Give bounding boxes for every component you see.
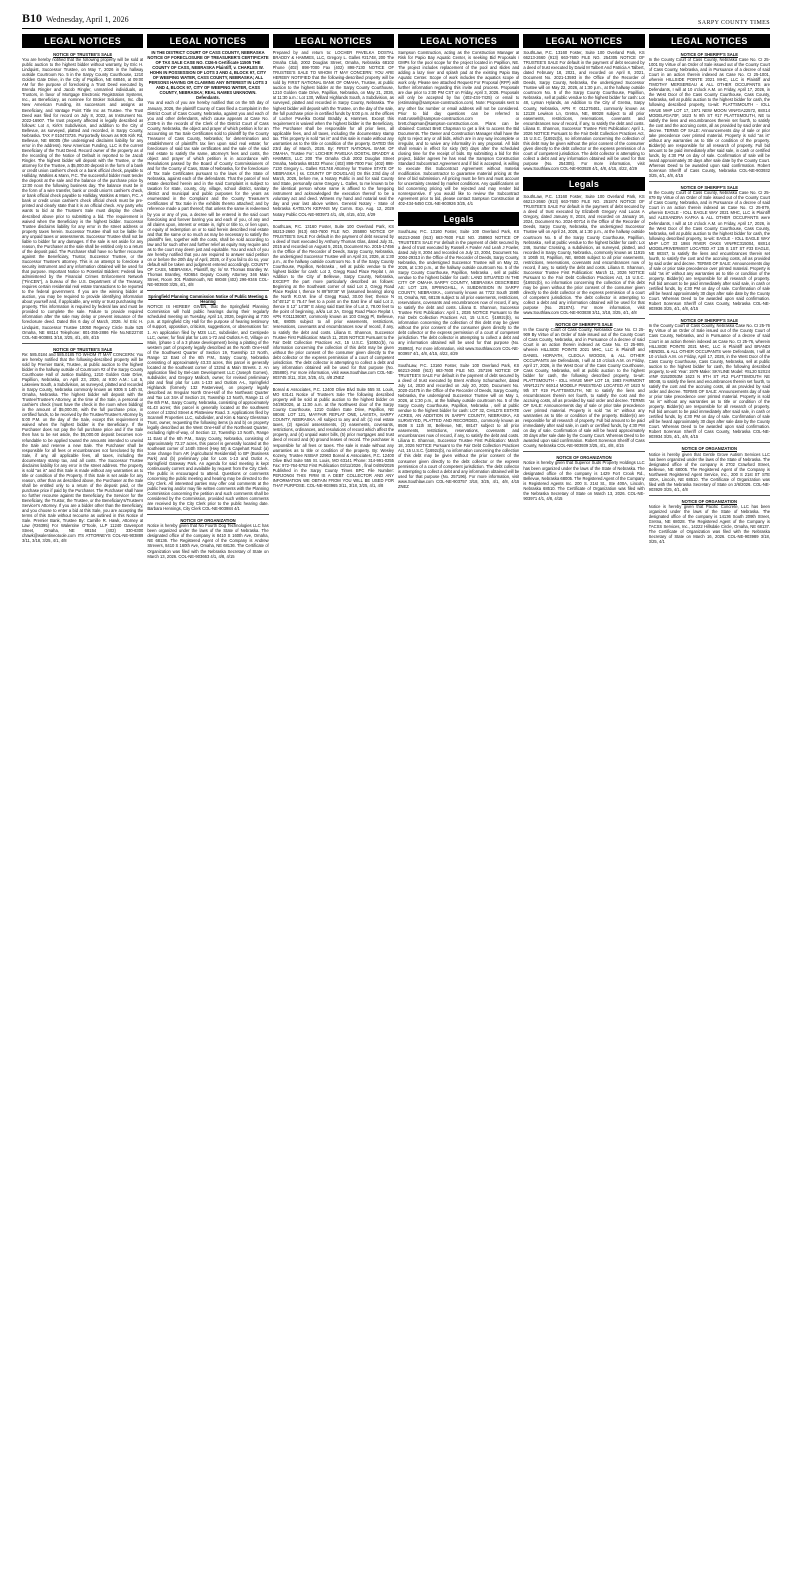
section-banner: LEGAL NOTICES <box>147 34 268 48</box>
notice-body: SouthLaw, P.C. 13160 Foster, Suite 100 Overland Park, KS 66213-2660 (913) 663-7600 FILE NO. 251874 NOTICE OF TRUSTEE'S SALE For default in the payment of debt secured by a deed of trust executed by Elizabeth Gregory And Lucas A Gregory, dated January 8, 2024, and recorded on January 16, 2024, Document No. 2024-00714 in the Office of the Recorder of Deeds, Sarpy County, Nebraska, the undersigned Successor Trustee will on April 24, 2026, at 1:30 p.m., at the hallway outside courtroom No. 5 of the Sarpy County Courthouse, Papillion, Nebraska , sell at public vendue to the highest bidder for cash: Lot 246, Sumtur Crossing, a subdivision, as surveyed, platted, and recorded in Sarpy County, Nebraska., commonly known as 11915 S 106th St, Papillion, NE, 68046 subject to all prior easements, restrictions, reservations, covenants and encumbrances now of record, if any, to satisfy the debt and costs. Liliana E. Shannon, Successor Trustee First Publication: March 11, 2026 NOTICE Pursuant to the Fair Debt Collection Practices Act, 15 U.S.C. §1692c(b), no information concerning the collection of this debt may be given without the prior consent of the consumer given directly to the debt collector or the express permission of a court of competent jurisdiction. The debt collector is attempting to collect a debt and any information obtained will be used for that purpose (No. 251874). For more information, visit www.Southlaw.com COL-NE-903838 3/11, 3/18, 3/25, 4/1, 4/8 <box>523 194 645 316</box>
notice-separator <box>398 359 519 360</box>
header-rule <box>22 28 770 29</box>
notice-body: Notice is hereby given that Gentle Grove Autism Services LLC has been organized under the laws of the State of Nebraska. The designated office of the company is 2702 Crawford Street, Bellevue, NE 68005. The Registered Agent of the Company is Northwest Registered Agent Service, Inc., 200 S 21st ST STE 400A, Lincoln, NE 68510. The Certificate of Organization was filed with the Nebraska Secretary of State on 2/6/2026. COL-NE-903929 3/25, 4/1, 4/8 <box>648 451 770 492</box>
column-5 <box>523 34 644 1574</box>
notice-separator <box>147 514 268 515</box>
notice-body: Notice is hereby given that Superior Suds Property Holdings LLC has been organized under the laws of the State of Nebraska. The designated office of the company is 1429 Fort Crook Rd., Bellevue, Nebraska 68005. The Registered Agent of the Company is Registered Agents Inc. 200 S. 21st St., Ste 400A, Lincoln, Nebraska 68510. The Certificate of Organization was filed with the Nebraska Secretary of State on March 13, 2026. COL-NE-903971 4/1, 4/8, 4/15 <box>523 460 645 501</box>
notice-separator <box>273 383 394 384</box>
notice <box>398 50 519 208</box>
notice-separator <box>649 314 770 315</box>
notice-body: Notice is hereby given that Pacific Concrete, LLC has been organized under the laws of the State of Nebraska. The designated office of the company is 14136 South 209th Street, Gretna, NE 68028. The Registered Agent of the Company is TACSS Services, Inc., 14222 Hillsdale Circle, Omaha, NE 68137. The Certificate of Organization was filed with the Nebraska Secretary of State on March 16, 2026. COL-NE-903989 3/18, 3/25, 4/1 <box>648 503 770 545</box>
section-banner: LEGAL NOTICES <box>398 34 519 48</box>
column-3 <box>273 34 394 1574</box>
notice-title: NOTICE OF ORGANIZATION <box>180 518 236 524</box>
notice <box>523 50 644 173</box>
section-banner: LEGAL NOTICES <box>649 34 770 48</box>
notice-body: SouthLaw, P.C. 13160 Foster, Suite 100 Overland Park, KS 66213-2660 (913) 663-7600 FILE NO. 255880 NOTICE OF TRUSTEE'S SALE For default in the payment of debt secured by a deed of trust executed by Anthony Thomas Glas, dated July 31, 2015 and recorded on August 5, 2015, Document No. 2015-17456 in the Office of the Recorder of Deeds, Sarpy County, Nebraska, the undersigned Successor Trustee will on April 24, 2026, at 1:30 p.m., at the hallway outside courtroom No. 5 of the Sarpy County Courthouse, Papillion, Nebraska , sell at public vendue to the highest bidder for cash: Lot 2, Gregg Road Place Replat I, an Addition to the City of Bellevue, Sarpy County, Nebraska, EXCEPT the part more particularly described as follows: Beginning at the Southeast corner of said Lot 2, Gregg Road Place Replat I, thence N 89°59'38" W (assumed bearing) along the North R.O.W. line of Gregg Road, 30.00 feet; thence N 04°45'12" E 75.47 feet to a point on the East line of said Lot 2, thence S 12° 14'38" E along said East line of Lot 2, 78.00 feet to the point of beginning, a/k/a Lot 2A, Gregg Road Place Replat I, APN #:011136087, commonly known as 103 Gregg Pl, Bellevue, NE, 68005 subject to all prior easements, restrictions, reservations, covenants and encumbrances now of record, if any, to satisfy the debt and costs. Liliana E. Shannon, Successor Trustee First Publication: March 11, 2026 NOTICE Pursuant to the Fair Debt Collection Practices Act, 15 U.S.C. §1692c(b), no information concerning the collection of this debt may be given without the prior consent of the consumer given directly to the debt collector or the express permission of a court of competent jurisdiction. The debt collector is attempting to collect a debt and any information obtained will be used for that purpose (No. 255880). For more information, visit www.Southlaw.com COL-NE-903745 3/11, 3/18, 3/25, 4/1, 4/8 ZNEZ <box>272 223 394 380</box>
legal-columns <box>22 34 770 1574</box>
notice-body: In the County Court of Cass County, Nebraska Case No. CI 25-909 By Virtue of an Order of Sale issued out of the County Court of Cass County, Nebraska, and in Pursuance of a decree of said Court in an action therein indexed as Case No. CI 25-909, wherein HILLSIDE POINTE 2021 MHC, LLC is Plaintiff and DANIEL HORVATH, CLEOLA WOODS, & ALL OTHER OCCUPANTS are Defendants, I will at 10 o'clock A.M. on Friday, April 17, 2026, in the West Door of the Cass County Courthouse, Cass County, Nebraska, sell at public auction to the highest bidder for cash, the following described property, to-wit: PLATTSMOUTH - IOLL HIVUE MHP LOT 19, 1983 FAIRMONT VIN#1217V 66X14 MODEL# PINESTEAD LOCATED AT 1623 N 9th ST #19 PLATTSMOUTH, NE to satisfy the liens and encumbrances therein set fourth, to satisfy the cost and the accruing costs, all as provided by said order and decree. TERMS OF SALE: Announcements day of sale or prior take precedence over printed material. Property is sold "as is" without any warranties as to title or condition of the property. Bidder(s) are responsible for all research of property. Full bid amount to be paid immediately after said sale, in cash or certified funds, by 4:30 PM on day of sale. Confirmation of sale will be heard approximately 30 days after sale date by the County Court. Whereas Deed to be awarded upon said confirmation. Robert Sorenson Sheriff of Cass County, Nebraska COL-NE-903939 3/25, 4/1, 4/8, 4/15 <box>523 327 645 449</box>
notice-title: NOTICE OF SHERIFF'S SALE <box>680 185 738 191</box>
notice-body: Notice is hereby given that No Fourth Dog Technologies LLC has been organized under the laws of the State of Nebraska. The designated office of the company is 8410 S 160th Ave, Omaha, NE 68136. The Registered Agent of the Company is Andrew Strevers, 8410 S 160th Ave, Omaha, NE 68136. The Certificate of Organization was filed with the Nebraska Secretary of State on March 13, 2026. COL-NE-903663 4/1, 4/8, 4/15 <box>147 523 269 559</box>
notice-title: NOTICE OF ORGANIZATION <box>556 455 612 461</box>
column-1 <box>22 34 143 1574</box>
section-banner: LEGAL NOTICES <box>22 34 143 48</box>
notice-separator <box>649 442 770 443</box>
notice-title: NOTICE OF ORGANIZATION <box>681 498 737 504</box>
section-banner: LEGAL NOTICES <box>273 34 394 48</box>
notice <box>398 229 519 490</box>
notice-body: In the County Court of Cass County, Nebraska Case No. CI 25-1001 By Virtue of an Order of Sale issued out of the County Court of Cass County, Nebraska, and in Pursuance of a decree of said Court in an action therein indexed as Case No. CI 25-1001, wherein HILLSIDE POINTE 2021 MHC, LLC is Plaintiff and TIMOTHY MERSEREAU & ALL OTHER OCCUPANTS are Defendants, I will at 10 o'clock A.M. on Friday, April 17, 2026, in the West Door of the Cass County Courthouse, Cass County, Nebraska, sell at public auction to the highest bidder for cash, the following described property, to-wit: PLATTSMOUTH - IOLL HIVUE MHP LOT 17, 1971 NEW MOON VIN#GA22572, 68X14 MODEL#GA70F, 1623 N 9th ST #17 PLATTSMOUTH, NE to satisfy the liens and encumbrances therein set fourth, to satisfy the cost and the accruing costs, all as provided by said order and decree. TERMS OF SALE: Announcements day of sale or prior take precedence over printed material. Property is sold "as is" without any warranties as to title or condition of the property. Bidder(s) are responsible for all research of property. Full bid amount to be paid immediately after said sale, in cash or certified funds, by 4:30 PM on day of sale. Confirmation of sale will be heard approximately 30 days after sale date by the County Court. Whereas Deed to be awarded upon said confirmation. Robert Sorenson Sheriff of Cass County, Nebraska COL-NE-903932 3/25, 4/1, 4/8, 4/15 <box>648 57 770 179</box>
notice-body: Prepared by and return to: LOCHER PAVELKA DOSTAL BRADDY & HAMMES, LLC, Gregory L. Galles #21748, 200 The Omaha Club, 2002 Douglas Street, Omaha, Nebraska 68102 Phone (402) 898-7000 Fax (402) 898-7130 NOTICE OF TRUSTEE'S SALE TO WHOM IT MAY CONCERN: YOU ARE HEREBY NOTIFIED that the following-described property will be sold by FIRST NATIONAL BANK OF OMAHA, Trustee, at public auction to the highest bidder at the Sarpy County Courthouse, 1210 Golden Gate Drive, Papillion, Nebraska, on May 21, 2026, at 11:30 a.m.: Lot 130, Willard Highlands South, a Subdivision, as surveyed, platted and recorded in Sarpy County, Nebraska. The highest bidder will deposit with the Trustee, on the day of the sale, the full purchase price in certified funds by 5:00 p.m. at the offices of Locher Pavelka Dostal Braddy & Hammes. Except this requirement is waived when the highest bidder is the Beneficiary. The Purchaser shall be responsible for all prior liens, all applicable fees, and all taxes, including the documentary stamp tax. This property is sold "as is" and this sale is made without any warranties as to the title or condition of the property. DATED this 23rd day of March, 2026. By: FIRST NATIONAL BANK OF OMAHA, Trustee For: LOCHER PAVELKA DOSTAL BRADDY & HAMMES, LLC 200 The Omaha Club 2002 Douglas Street Omaha, Nebraska 68102 Phone: (402) 898-7000 Fax: (402) 898-7130 Gregory L. Galles #21748 Attorney for Trustee STATE OF NEBRASKA ) ss. COUNTY OF DOUGLAS) On this 23rd day of March, 2026, before me, a Notary Public in and for said County and State, personally came Gregory L. Galles, to me known to be the identical person whose name is affixed to the foregoing instrument and acknowledged the execution thereof to be a voluntary act and deed. Witness my hand and notarial seal the day and year last above written. General Notary - State of Nebraska KATELYN KEPANS My Comm. Exp. Aug. 12, 2029 Notary Public COL-NE-903973 4/1, 4/8, 4/15, 4/22, 4/29 <box>272 50 394 217</box>
notice-title: NOTICE OF SHERIFF'S SALE <box>680 52 738 57</box>
notice <box>147 50 268 561</box>
notice-title: NOTICE OF TRUSTEE'S SALE <box>53 52 113 57</box>
column-2 <box>147 34 268 1574</box>
legals-banner: Legals <box>523 177 644 191</box>
column-4 <box>398 34 519 1574</box>
notice-separator <box>523 451 644 452</box>
notice-separator <box>273 220 394 221</box>
notice-body: In the County Court of Cass County, Nebraska Case No. CI 25-879 By Virtue of an Order of Sale issued out of the County Court of Cass County, Nebraska, and in Pursuance of a decree of said Court in an action therein indexed as Case No. CI 25-879, wherein EAGLE - IOLL EAGLE WAY 2021 MHC, LLC is Plaintiff and ALEXANDRA KAFKA & ALL OTHER OCCUPANTS were Defendants, I will at 10 o'clock A.M. on Friday, April 17, 2026, in the West Door of the Cass County Courthouse, Cass County, Nebraska, sell at public auction to the highest bidder for cash, the following described property, to-wit: EAGLE - IOLL EAGLE WAY MHP LOT 33 1984 RIVER OAKS VIN#RC315004, 68X14 MODEL#RIVERMIST LOCATED AT 135 S 1ST ST #33 EAGLE, NE 68347, to satisfy the liens and encumbrances therein set fourth, to satisfy the cost and the accruing costs, all as provided by said order and decree. TERMS OF SALE: Announcements day of sale or prior take precedence over printed material. Property is sold "as is" without any warranties as to title or condition of the property. Bidder(s) are responsible for all research of property. Full bid amount to be paid immediately after said sale, in cash or certified funds, by 4:30 PM on day of sale. Confirmation of sale will be heard approximately 30 days after sale date by the County Court. Whereas Deed to be awarded upon said confirmation. Robert Sorenson Sheriff of Cass County, Nebraska COL-NE-903936 3/25, 4/1, 4/8, 4/15 <box>648 190 770 312</box>
column-6 <box>649 34 770 1574</box>
notice-separator <box>147 290 268 291</box>
notice <box>273 50 394 490</box>
notice-body: You and each of you are hereby notified that on the 5th day of January, 2026, the plaintiff County of Cass filed a Complaint in the District Court of Cass County, Nebraska, against you and each of you and other defendants, which cause appears at Case No. CI26-5 in the records of the Clerk of the District Court of Cass County, Nebraska, the object and prayer of which petition is for an accounting on Tax Sale Certificates sold to plaintiff by the County Treasurer of Cass County, Nebraska; for determination and establishment of plaintiff's tax lien upon said real estate; for foreclosure of said tax sale certificates and the sale of the said real estate to satisfy the same, attorney's fees and costs, the object and prayer of which petition is in accordance with Resolutions passed by the Board of County Commissioners of and for the County of Cass, State of Nebraska, for the foreclosure of Tax Sale Certificates pursuant to the laws of the State of Nebraska, against each of the defendants. That the parcel of real estate described herein and in the said Complaint is subject to taxation for state, county, city, village, school district, sanitary district and municipal and public purposes for the years as enumerated in the Complaint and the County Treasurer's Certificates of Tax Sale in the exhibits thereto attached; and by reference made a part thereof; that unless the same is redeemed by you or any of you, a decree will be entered in the said court foreclosing and forever barring you and each of you, of any and all claims upon, interest or estate in, right or title to, or lien upon, or equity of redemption on or to said herein described real estate and that the same or so much as may be necessary to satisfy the plaintiff's lien, together with the costs, shall be sold according to law and for such other and further relief as equity may require and as to the court may deem just and equitable. You and each of you are hereby notified that you are required to answer said petition on or before the 20th day of April, 2026, or if you fail to do so, your default will be taken and judgment entered accordingly. COUNTY OF CASS, NEBRASKA, Plaintiff, By: /s/ W. Thomas Brantley W. Thomas Brantley, #20654 Deputy County Attorney 346 Main Street, Room 301 Plattsmouth, NE 68048 (402) 296-9346 COL-NE-903930 3/25, 4/1, 4/8 <box>147 100 269 288</box>
newspaper-name: SARPY COUNTY TIMES <box>698 20 770 26</box>
notice-title: NOTICE OF SHERIFF'S SALE <box>680 318 738 324</box>
page-header-left <box>22 11 129 26</box>
notice <box>523 194 644 503</box>
notice-caption: IN THE DISTRICT COURT OF CASS COUNTY, NEBRASKA NOTICE OF FORECLOSURE OF TREASURER'S CERTIFICATE OF TAX SALE CASE NO. CI26-5 Certificate 11505 THE COUNTY OF CASS, NEBRASKA Plaintiff, v. CHARLES W. HOHN IN POSSESSION OF LOTS 3 AND 4, BLOCK 97, CITY OF WEEPING WATER, CASS COUNTY, NEBRASKA; ALL PERSONS HAVING OR CLAIMING ANY INTEREST IN LOTS 3 AND 4, BLOCK 97, CITY OF WEEPING WATER, CASS COUNTY, NEBRASKA; REAL NAMES UNKNOWN. Defendants. <box>147 50 269 101</box>
notice-separator <box>523 318 644 319</box>
notice-title: NOTICE OF SHERIFF'S SALE <box>555 322 613 328</box>
notice-body: You are hereby notified that the following property will be sold at public auction to the highest bidder without warranty, by Eric H. Lindquist, Successor Trustee, on May 7, 2026 in the hallway outside Courtroom No. 5 in the Sarpy County Courthouse, 1210 Golden Gate Drive, in the City of Papillion, NE 68046, at 09:00 AM for the purpose of foreclosing a Trust Deed executed by Brenda Ringler and Jacob Ringler, unmarried individuals, as Trustors, in favor of Mortgage Electronic Registration Systems, Inc., as Beneficiary, as nominee for Broker Solutions, Inc. dba New American Funding, its successors and assigns as Beneficiary, and Vantage Point Title Inc as Trustee. The Trust Deed was filed for record on July 8, 2022, as Instrument No. 2022-16907. The trust property affected is legally described as follows: Lot 4, Kirk's Subdivision, and addition to the City of Bellevue, as surveyed, platted and recorded, in Sarpy County, Nebraska. TAX # 010473726. Purportedly known as 905 Kirk Rd, Bellevue, NE 68005 (the undersigned disclaims liability for any error in the address). New American Funding, LLC is the current Beneficiary of the Trust Deed. Record owner of the property as of the recording of the Notice of Default is reported to be Jacob Ringler. The highest bidder will deposit with the Trustee, or the attorney for the Trustee, a $5,000.00 deposit in the form of a bank or credit union cashier's check or a bank official check, payable to Halliday, Watkins & Mann, P.C. The successful bidder must tender the deposit at the sale and the balance of the purchase price by 12:00 noon the following business day. The balance must be in the form of a wire transfer, bank or credit union's cashier's check, or bank official check payable to Halliday, Watkins & Mann, P.C. A bank or credit union cashier's check official check must be pre-printed and clearly state that it is an official check. Any party who wants to bid at the Trustee's Sale must display the check described above prior to submitting a bid. The requirement is waived when the Beneficiary is the highest bidder. Successor Trustee disclaims liability for any error in the street address or property taxes herein. Successor Trustee shall not be liable for any unpaid taxes or assessments. Successor Trustee shall not be liable to bidder for any damages. If the sale is set aside for any reason, the Purchaser at the sale shall be entitled only to a return of the deposit paid. The Purchaser shall have no further recourse against the Beneficiary, Trustor, Successor Trustee, or the Successor Trustee's attorney. This is an attempt to foreclose a security instrument and any information obtained will be used for that purpose. Important Notice to Potential Bidders: Federal law administered by the Financial Crimes Enforcement Network ("FinCEN"), a bureau of the U.S. Department of the Treasury, requires certain residential real estate transactions to be reported to the federal government. If you are the winning bidder at auction, you may be required to provide identifying information about yourself and, if applicable, any entity or trust purchasing the property. This information is required by federal law and must be provided to complete the sale. Failure to provide required information after the sale may delay or prevent issuance of the foreclosure deed. Dated this 6 day of March, 2026. /s/ Eric H. Lindquist, Successor Trustee 10050 Regency Circle Suite 525 Omaha, NE 68114 Telephone: 801-355-2886 File No.NE22740 COL-NE-903881 3/18, 3/25, 4/1, 4/8, 4/15 <box>22 57 144 340</box>
notice-body: Boreal & Associates, P.C. 12400 Olive Blvd Suite 555 St. Louis, MO 63141 Notice of Trustee's Sale The following described property will be sold at public auction to the highest bidder on 04/29/2026, at 11:00 a.m. at the Northwest door of the Sarpy County Courthouse, 1210 Golden Gate Drive, Papillion, NE 68046: LOT 121, MAYFAIR REPLAT ONE, LAVISTA, SARPY COUNTY, NEBRASKA. All subject to any and all: (1) real estate taxes, (2) special assessments, (3) easements, covenants, restrictions, ordinances, and resolutions of record which affect the property, and (4) unpaid water bills, (5) prior mortgages and trust deed of record and (6) ground leases of record. The purchaser is responsible for all fees or taxes. The sale is made without any warranties as to title or condition of the property. By: Wesley Kozeny, Trustee NSBA# 22963 Boreal & Associates, P.C. 12400 Olive Blvd Suite 555 St. Louis, MO 63141 Phone: 314-991-0255 Fax: 972-764-5752 First Publication 03/11/2026 , final 04/08/2026 Published in the Sarpy County Times BPC File Number: PERJON04 THIS FIRM IS A DEBT COLLECTOR AND ANY INFORMATION WE OBTAIN FROM YOU WILL BE USED FOR THAT PURPOSE. COL-NE-903965 3/11, 3/18, 3/25, 4/1, 4/8 <box>272 387 394 488</box>
notice-title: Springfield Planning Commission Notice of Public Meeting & Hearing <box>148 294 268 305</box>
notice-title: NOTICE OF ORGANIZATION <box>681 446 737 452</box>
notice-title: NOTICE OF TRUSTEE'S SALE <box>53 346 113 352</box>
notice-body: SouthLaw, P.C. 13160 Foster, Suite 100 Overland Park, KS 66213-2660 (913) 663-7600 FILE NO. 257196 NOTICE OF TRUSTEE'S SALE For default in the payment of debt secured by a deed of trust executed by Brent Anthony Schumacher, dated July 14, 2020 and recorded on July 20, 2020, Document No. 2020-21475 in the Office of the Recorder of Deeds, Sarpy County, Nebraska, the undersigned Successor Trustee will on May 1, 2026, at 1:30 p.m., at the hallway outside courtroom No. 5 of the Sarpy County Courthouse, Papillion, Nebraska , sell at public vendue to the highest bidder for cash: LOT 32, CHILD'S ESTATE ACRES, AN ADDITION IN SARPY COUNTY, NEBRASKA, AS SURVEYED, PLATTED AND RECORDED., commonly known as 8508 S 11th St, Bellevue, NE, 68147 subject to all prior easements, restrictions, reservations, covenants and encumbrances now of record, if any, to satisfy the debt and costs. Liliana E. Shannon, Successor Trustee First Publication: March 18, 2026 NOTICE Pursuant to the Fair Debt Collection Practices Act, 15 U.S.C. §1692c(b), no information concerning the collection of this debt may be given without the prior consent of the consumer given directly to the debt collector or the express permission of a court of competent jurisdiction. The debt collector is attempting to collect a debt and any information obtained will be used for that purpose (No. 257196). For more information, visit www.Southlaw.com COL-NE-903757 3/18, 3/25, 4/1, 4/8, 4/15 ZNEZ <box>398 362 520 489</box>
notice-body: Re: 585.0184 and 585.0185 TO WHOM IT MAY CONCERN: You are hereby notified that the following-described property will be sold by Premier Bank, Trustee, at public auction to the highest bidder in the hallway outside of Courtroom #2 of the Sarpy County Courthouse Hall of Justice Building, 1210 Golden Gate Drive, Papillion, Nebraska, on April 23, 2026, at 9:00 A.M.: Lot 5, Lakeview South, a Subdivision, as surveyed, platted and recorded in Sarpy County, Nebraska commonly known as 9305 S 14th St, Omaha, Nebraska. The highest bidder will deposit with the Trustee/Trustee's Attorney, at the time of the Sale, a personal or cashier's check (must have the check in the room when bidding) in the amount of $5,000.00, with the full purchase price, in certified funds, to be received by the Trustee/Trustee's Attorney by 5:00 P.M. on the day of the Sale, except this requirement is waived when the highest bidder is the Beneficiary. If the Purchaser does not pay the full purchase price and if the Sale then has to be set aside, the $5,000.00 deposit becomes non-refundable to be applied toward the amounts intended to unwind the Sale and reserve a new Sale. The Purchaser shall be responsible for all fees or encumbrances not foreclosed by this Sale, if any, all applicable fees, all taxes, including the documentary stamp tax, and all costs. The Successor Trustee disclaims liability for any error in the street address. The property is sold "as is" and this Sale is made without any warranties as to title or condition of the Property. If this Sale is set aside for any reason, other than as described above, the Purchaser at the Sale shall be entitled only to a return of the deposit paid, or the purchase price if paid by the Purchaser. The Purchaser shall have no further recourse against the Beneficiary, the Servicer for the Beneficiary, the Trustor, the Trustee, or the Beneficiary's/Trustee's Servicer's Attorney. If you are a bidder other than the Beneficiary, and you choose to enter a bid at this Sale, you are accepting the terms of this Sale without recourse as outlined in this Notice of Sale. Premier Bank, Trustee By: Camille R. Hawk, Attorney at Law (#26395) For Walentine O'Toole, LLP 11240 Davenport Street, Omaha, NE 68154 (402) 330-6300 chawk@walentineotoole.com ITS ATTORNEYS COL-NE-903889 3/11, 3/18, 3/25, 4/1, 4/8 <box>22 351 144 544</box>
legals-banner: Legals <box>398 212 519 226</box>
notice-body: SouthLaw, P.C. 13160 Foster, Suite 100 Overland Park, KS 66213-2660 (913) 663-7600 FILE NO. 254305 NOTICE OF TRUSTEE'S SALE For default in the payment of debt secured by a deed of trust executed by David M Talbert And Patricia A Talbert, dated February 18, 2021, and recorded on April 8, 2021, Document No. 2021-13593 in the Office of the Recorder of Deeds, Sarpy County, Nebraska, the undersigned Successor Trustee will on May 22, 2026, at 1:30 p.m., at the hallway outside courtroom No. 5 of the Sarpy County Courthouse, Papillion, Nebraska , sell at public vendue to the highest bidder for cash: Lot 48, Lyman Hylands, an Addition to the City of Gretna, Sarpy County, Nebraska, APN #: 011276461, commonly known as 12128 Lewison Ln, Gretna, NE, 68028 subject to all prior easements, restrictions, reservations, covenants and encumbrances now of record, if any, to satisfy the debt and costs. Liliana E. Shannon, Successor Trustee First Publication: April 1, 2026 NOTICE Pursuant to the Fair Debt Collection Practices Act, 15 U.S.C. §1692c(b), no information concerning the collection of this debt may be given without the prior consent of the consumer given directly to the debt collector or the express permission of a court of competent jurisdiction. The debt collector is attempting to collect a debt and any information obtained will be used for that purpose (No. 254305). For more information, visit www.Southlaw.com COL-NE-903928 4/1, 4/8, 4/15, 4/22, 4/29 <box>523 50 645 172</box>
notice <box>649 50 770 546</box>
notice-body: In the County Court of Cass County, Nebraska Case No. CI 25-76 By Virtue of an Order of Sale issued out of the County Court of Cass County, Nebraska, and in Pursuance of a decree of said Court in an action therein indexed as Case No. CI 25-76, wherein HILLSIDE POINTE 2021 MHC, LLC is Plaintiff and BRANDI HENDEL & ALL OTHER OCCUPANTS were Defendants, I will at 10 o'clock A.M. on Friday, April 17, 2026, in the West Door of the Cass County Courthouse, Cass County, Nebraska, sell at public auction to the highest bidder for cash, the following described property, to-wit: Year: 1979 Make: SKYLINE Model: #SL20 52X24 VIN# 01520053M 1623 N 9TH ST #12 PLATTSMOUTH NE 68048, to satisfy the liens and encumbrances therein set fourth, to satisfy the cost and the accruing costs, all as provided by said order and decree. TERMS OF SALE: Announcements day of sale or prior take precedence over printed material. Property is sold "as is" without any warranties as to title or condition of the property. Bidder(s) are responsible for all research of property. Full bid amount to be paid immediately after said sale, in cash or certified funds, by 4:30 PM on day of sale. Confirmation of sale will be heard approximately 30 days after sale date by the County Court. Whereas Deed to be awarded upon said confirmation. Robert Sorenson Sheriff of Cass County, Nebraska COL-NE-903934 3/25, 4/1, 4/8, 4/15 <box>648 323 770 440</box>
notice-body: Sampson Construction, acting as the Construction Manager at Risk for Papio Bay Aquatic Center, is seeking Bid Proposals / GMPs for the pool scope for the project located in Papillion, NE. The project includes replacement of the pool and slides and adding a lazy river and splash pad at the existing Papio Bay Aquatic Center. Scope of work includes the aquatics scope of work only. Please see attached Request For Proposal (RFP) with further information regarding this invite and process. Proposals are due prior to 2:00 PM CST on Friday, April 3, 2026. Proposals will only be accepted by fax (402-434-7425) or email to (estimating@sampson-construction.com). Note: Proposals sent to any other fax number or email address will not be considered. Prior to bid day questions can be referred to matt.russell@sampson-construction.com or brett.chapman@sampson-construction.com. Plans can be obtained: Contact Brett Chapman to get a link to access the Bid Documents. The Owner and Construction Manager shall have the right to reject any or all bids, which are in any way incomplete or irregular, and to waive any informality in any proposal. All bids shall remain in effect for sixty (60) days after the scheduled closing time for the receipt of bids. By submitting a bid for this project, bidder agrees he has read the Sampson Construction Standard Subcontract Agreement and if bid is accepted, is willing to execute this Subcontract Agreement without material modification. Subcontractor to guarantee material pricing at the time of bid submission. All pricing must be firm and must account for uncertainty created by market conditions. Any qualifications on bid concerning pricing will be rejected and may render bid nonresponsive. If you would like to review the Subcontract Agreement prior to bid, please contact Sampson Construction at 402-434-5450 COL-NE-903926 3/25, 4/1 <box>398 50 520 207</box>
notice-separator <box>649 495 770 496</box>
notice-body: SouthLaw, P.C. 13160 Foster, Suite 100 Overland Park, KS 66213-2660 (913) 663-7600 FILE NO. 258963 NOTICE OF TRUSTEE'S SALE For default in the payment of debt secured by a deed of trust executed by Russell A Fowler And Leah J Fowler, dated July 8, 2004 and recorded on July 13, 2004, Document No. 2004-29313 in the Office of the Recorder of Deeds, Sarpy County, Nebraska, the undersigned Successor Trustee will on May 22, 2026, at 1:30 p.m., at the hallway outside courtroom No. 5 of the Sarpy County Courthouse, Papillion, Nebraska , sell at public vendue to the highest bidder for cash: LAND SITUATED IN THE CITY OF OMAHA SARPY COUNTY, NEBRASKA DESCRIBED AS: LOT 129, SPRINGHILL, A SUBDIVISION IN SARPY COUNTY, NEBRASKA., commonly known as 7722 South 159th St, Omaha, NE, 68136 subject to all prior easements, restrictions, reservations, covenants and encumbrances now of record, if any, to satisfy the debt and costs. Liliana E. Shannon, Successor Trustee First Publication: April 1, 2026 NOTICE Pursuant to the Fair Debt Collection Practices Act, 15 U.S.C. §1692c(b), no information concerning the collection of this debt may be given without the prior consent of the consumer given directly to the debt collector or the express permission of a court of competent jurisdiction. The debt collector is attempting to collect a debt and any information obtained will be used for that purpose (No. 258963). For more information, visit www.Southlaw.com COL-NE-903957 4/1, 4/8, 4/15, 4/22, 4/29 <box>398 229 520 356</box>
notice-separator <box>649 181 770 182</box>
notice-separator <box>22 343 143 344</box>
notice <box>22 50 143 546</box>
page-number: B10 <box>22 11 43 25</box>
page-header <box>22 12 770 26</box>
section-banner: LEGAL NOTICES <box>523 34 644 48</box>
page-date: Wednesday, April 1, 2026 <box>46 15 129 24</box>
notice-body: NOTICE IS HEREBY GIVEN, that the Springfield Planning Commission will hold public hearings during their regularly scheduled meeting on Tuesday, April 14, 2026, beginning at 7:00 p.m. at Springfield City Hall for the purpose of hearing testimony of support, opposition, criticism, suggestions, or observations for: 1. An application filed by M2S LLC, subdivider, and Centipede LLC, owner, for final plat for Lots 1-72 and Outlots A-G, Village on Main, (phase 1 of a 3 phase development) being a platting of the western part of property legally described as the North One-Half of the Southwest Quarter of Section 19, Township 13 North, Range 12 East of the 6th P.M., Sarpy County, Nebraska consisting of approximately 43.33 acres, this parcel is generally located at the southeast corner of 132nd & Main Streets. 2. An application filed by Bel-cam Development LLC (Joseph Gomes), subdivider, and Gregory Malloch, owner, for revised preliminary plat and final plat for Lots 1-133 and Outlots A-L, Springfield Highlands (formerly 132 Pasterview), on property legally described as Irregular North One-Half of the Northeast Quarter and Tax Lot 34A of Section 24, Township 13 North, Range 11 of the 6th P.M., Sarpy County, Nebraska, consisting of approximately 61.43 acres; this parcel is generally located at the southwest corner of 132nd Street & Platteview Road. 3. Applications filed by Scannell Properties LLC, subdivider, and Kim & Nancy Glessman Trust, owner, requesting the following items (a and b) on property legally described as the West One-Half of the Northeast Quarter, excluding right-of-way, of Section 12, Township 13 North, Range 11 East of the 6th P.M., Sarpy County, Nebraska, consisting of approximately 72.27 acres, this parcel is generally located at the southeast corner of 144th Street (Hwy 50) & Capehart Road: (a) zone change from AR (Agricultural Residential) to BP (Business Park) and (b) preliminary plat for Lots 1-13 and Outlot A, Springfield Gateway Park. An agenda for said meeting is kept continuously current and available by request from the City Clerk. The public is encouraged to attend. Questions or comments concerning the public meeting and hearing may be directed to the City Clerk. All interested parties may offer oral comments at the public hearing and/or may file written comments with the Planning Commission concerning the petition and such comments shall be considered by the Commission, provided such written comments are received by the City Clerk prior to the public hearing date. Barbara Hennings, City Clerk COL-NE-903984 4/1 <box>147 304 269 512</box>
